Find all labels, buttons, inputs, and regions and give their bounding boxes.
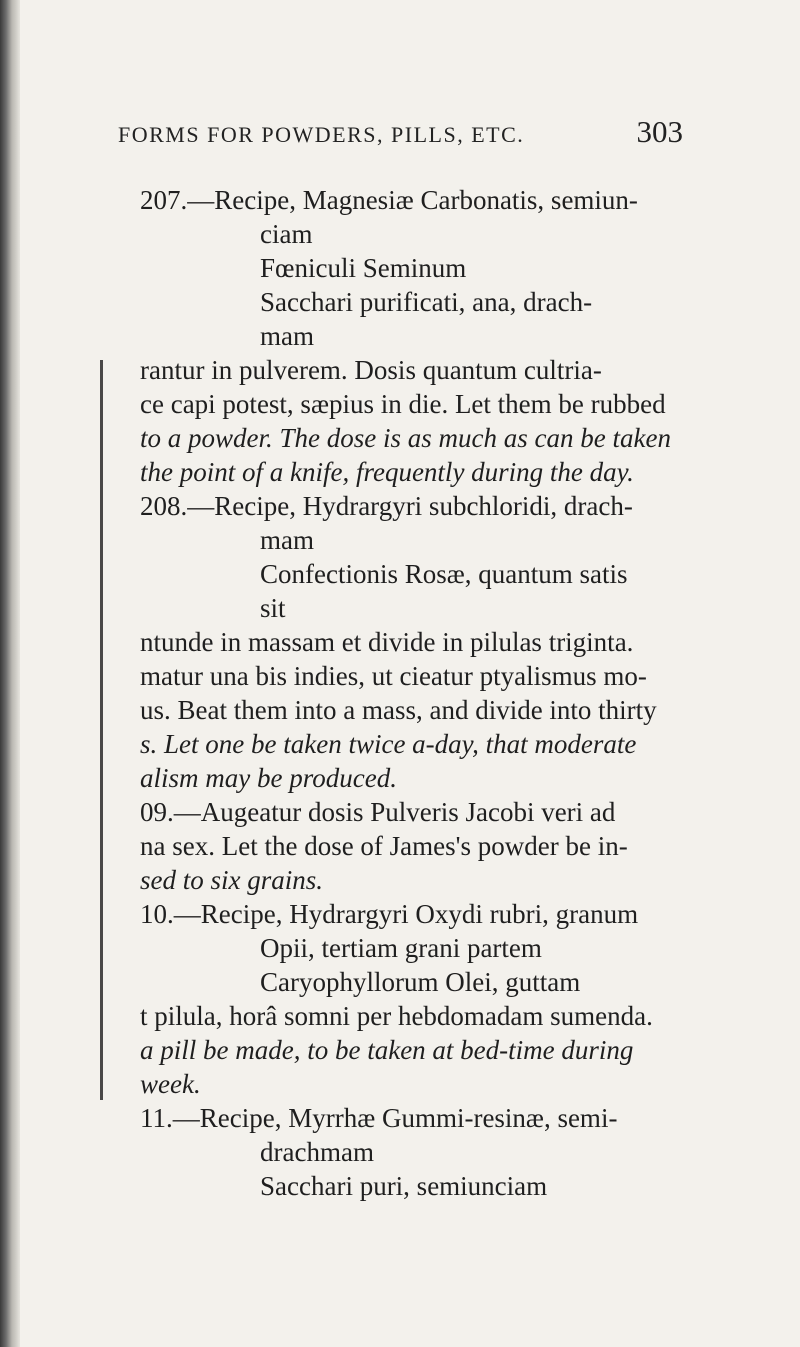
text-line: mam [260,321,314,351]
text-line: us. Beat them into a mass, and divide into thirty [140,695,657,725]
text-line: Caryophyllorum Olei, guttam [260,967,581,997]
text-line: ciam [260,219,313,249]
text-line: 10.—Recipe, Hydrargyri Oxydi rubri, granum [140,899,639,929]
text-line: 11.—Recipe, Myrrhæ Gummi-resinæ, semi- [140,1103,618,1133]
text-line: 208.—Recipe, Hydrargyri subchloridi, drach- [140,491,633,521]
text-line: ntunde in massam et divide in pilulas triginta. [140,627,634,657]
text-line: Sacchari puri, semiunciam [260,1171,548,1201]
text-line: sit [260,593,286,623]
text-line: Sacchari purificati, ana, drach- [260,287,593,317]
text-line: matur una bis indies, ut cieatur ptyalismus mo- [140,661,647,691]
text-line: alism may be produced. [140,763,397,793]
page-number: 303 [636,114,683,149]
text-line: sed to six grains. [140,865,324,895]
book-binding-edge [0,0,20,1347]
text-line: 09.—Augeatur dosis Pulveris Jacobi veri ad [140,797,616,827]
text-line: s. Let one be taken twice a-day, that moderate [140,729,637,759]
text-line: na sex. Let the dose of James's powder be in- [140,831,628,861]
text-line: to a powder. The dose is as much as can be taken [140,423,671,453]
page-header [118,114,683,154]
text-line: drachmam [260,1137,374,1167]
running-head: FORMS FOR POWDERS, PILLS, ETC. [118,122,525,147]
text-line: a pill be made, to be taken at bed-time during [140,1035,634,1065]
text-line: t pilula, horâ somni per hebdomadam sumenda. [140,1001,653,1031]
text-line: week. [140,1069,201,1099]
text-line: Opii, tertiam grani partem [260,933,542,963]
binding-shadow-line [100,360,103,1100]
text-line: ce capi potest, sæpius in die. Let them be rubbed [140,389,666,419]
text-line: rantur in pulverem. Dosis quantum cultria- [140,355,602,385]
text-line: the point of a knife, frequently during the day. [140,457,634,487]
text-line: Confectionis Rosæ, quantum satis [260,559,628,589]
text-line: Fœniculi Seminum [260,253,467,283]
text-line: 207.—Recipe, Magnesiæ Carbonatis, semiun- [140,185,638,215]
text-line: mam [260,525,314,555]
